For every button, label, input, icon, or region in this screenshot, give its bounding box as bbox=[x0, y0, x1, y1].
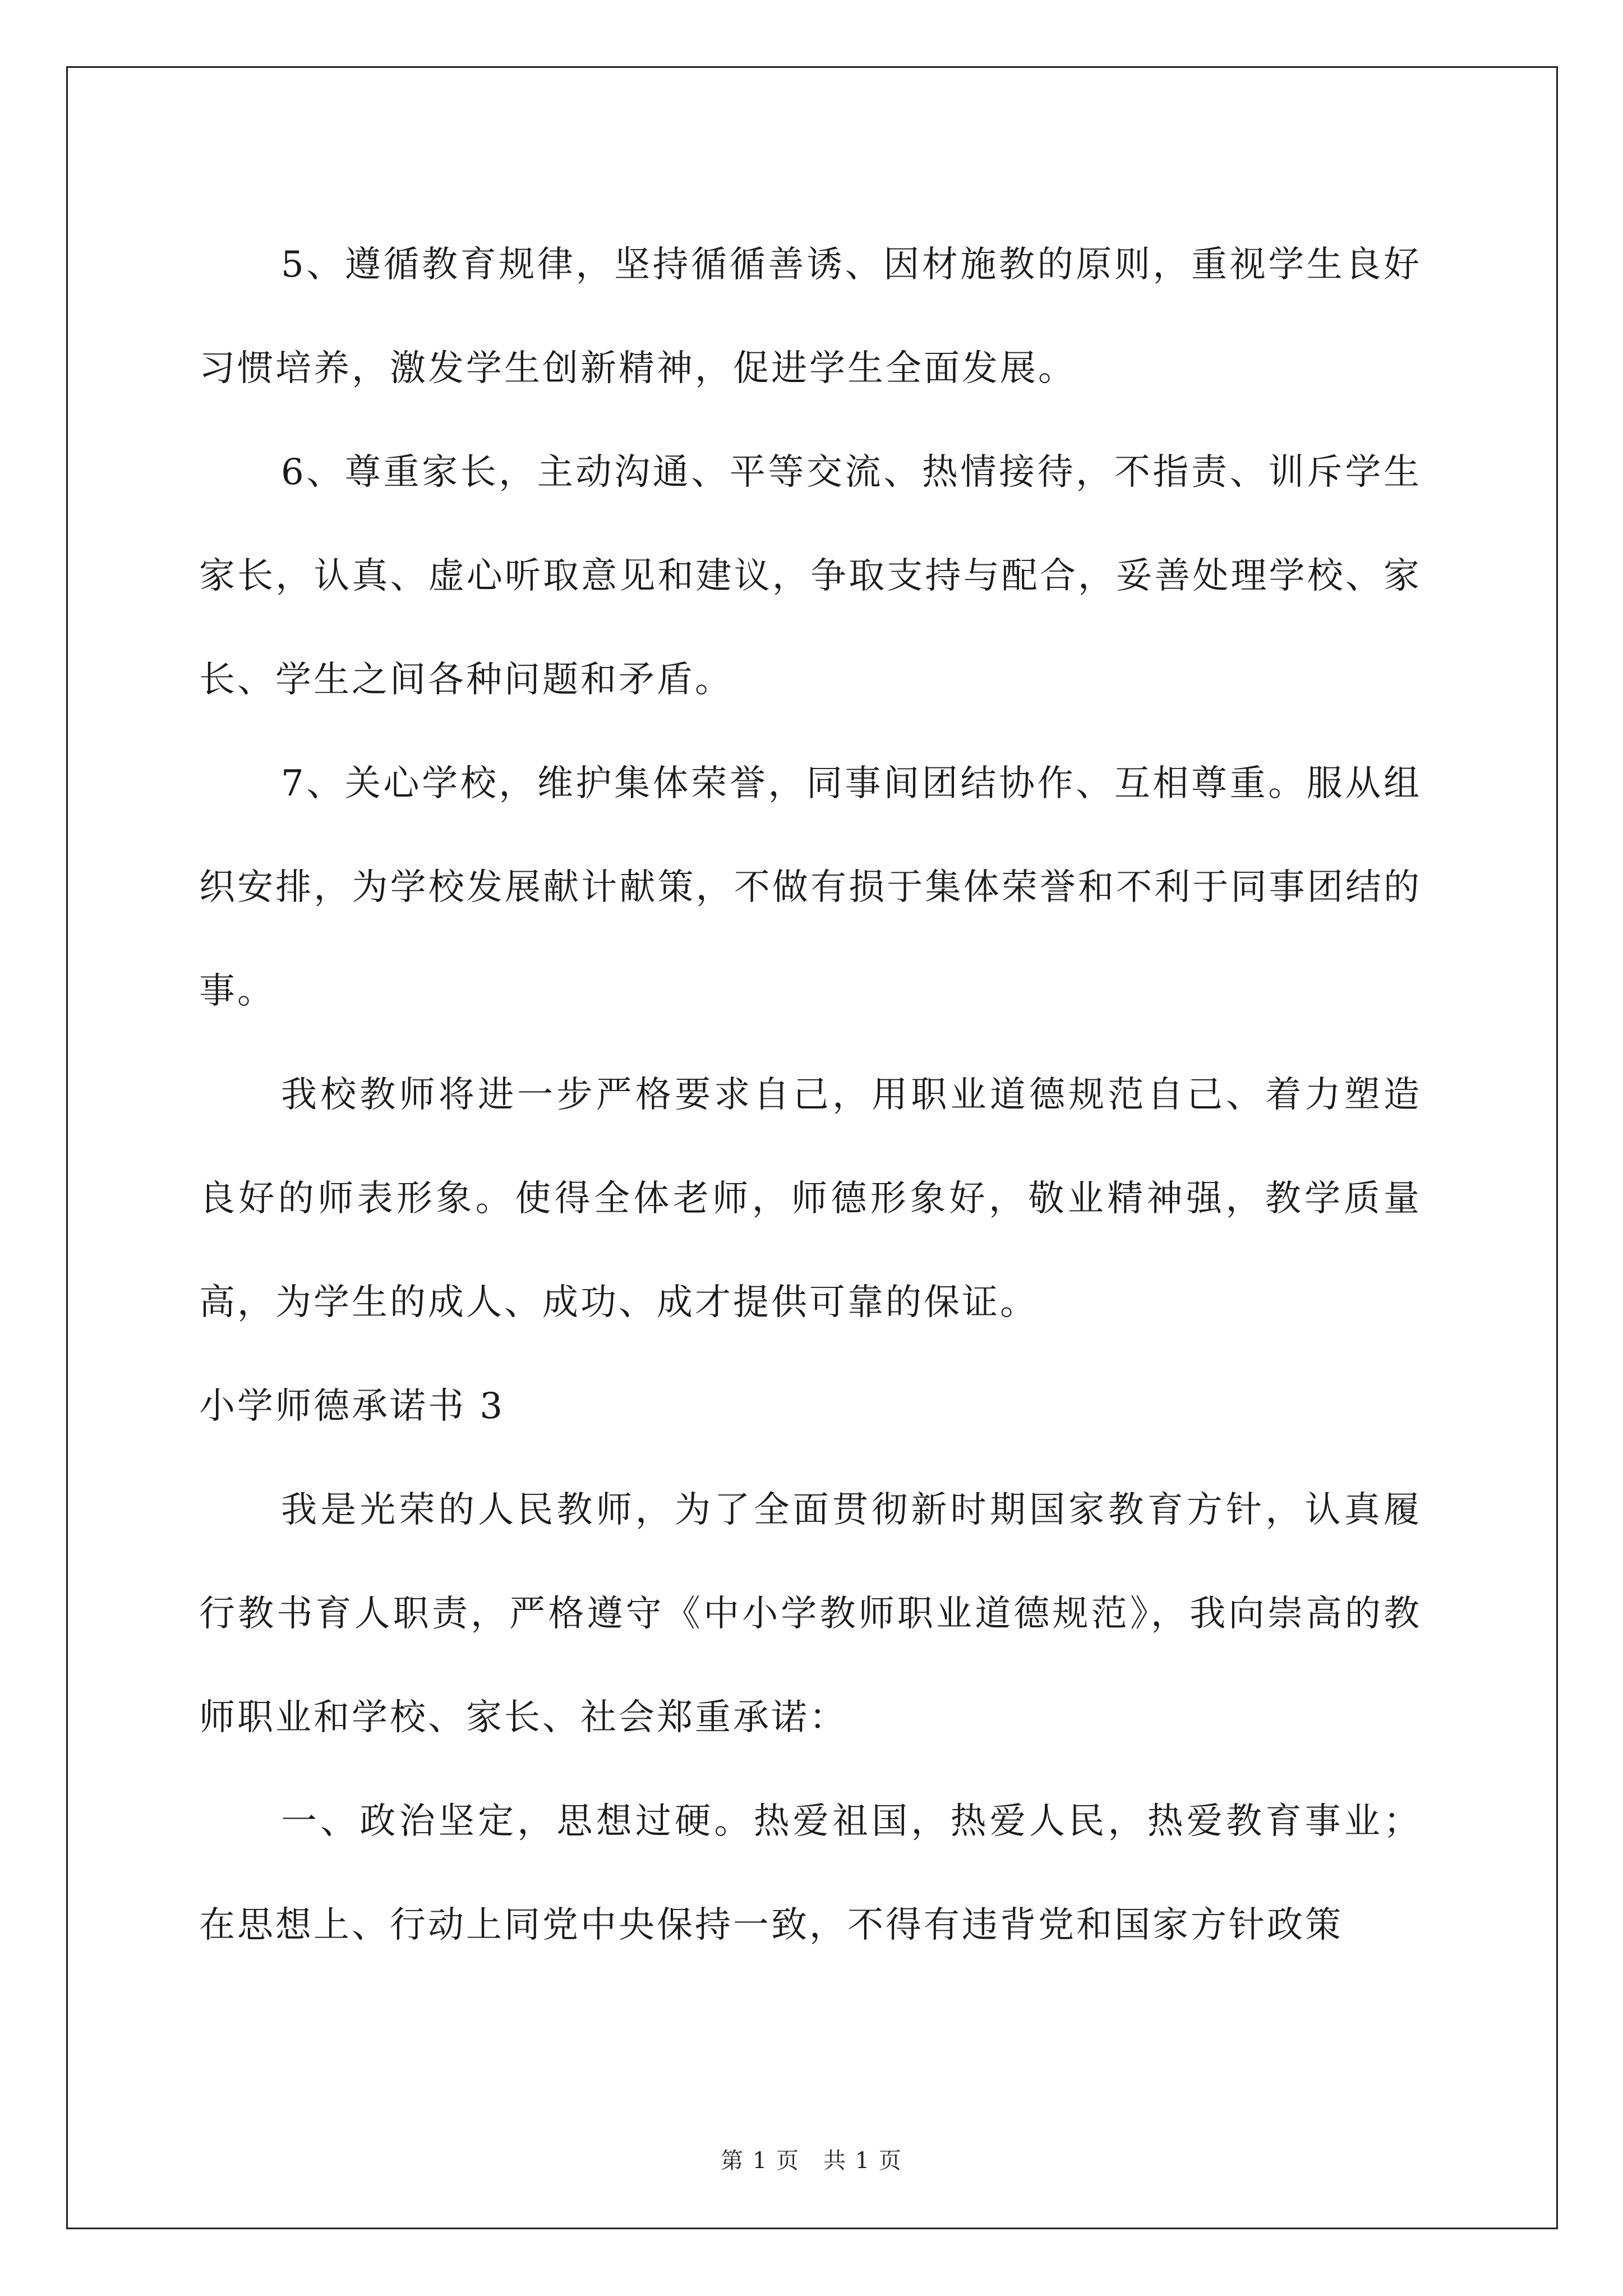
paragraph-item-7: 7、关心学校，维护集体荣誉，同事间团结协作、互相尊重。服从组织安排，为学校发展献计献策，不做有损于集体荣誉和不利于同事团结的事。 bbox=[199, 763, 1422, 1012]
paragraph-item-6: 6、尊重家长，主动沟通、平等交流、热情接待，不指责、训斥学生家长，认真、虚心听取意见和建议，争取支持与配合，妥善处理学校、家长、学生之间各种问题和矛盾。 bbox=[199, 452, 1422, 701]
paragraph-item-one: 一、政治坚定，思想过硬。热爱祖国，热爱人民，热爱教育事业；在思想上、行动上同党中央保持一致，不得有违背党和国家方针政策 bbox=[199, 1801, 1422, 1946]
document-body bbox=[199, 213, 1422, 1977]
section-heading: 小学师德承诺书 3 bbox=[199, 1386, 505, 1427]
paragraph-conclusion: 我校教师将进一步严格要求自己，用职业道德规范自己、着力塑造良好的师表形象。使得全体老师，师德形象好，敬业精神强，教学质量高，为学生的成人、成功、成才提供可靠的保证。 bbox=[199, 1074, 1422, 1323]
paragraph-item-5: 5、遵循教育规律，坚持循循善诱、因材施教的原则，重视学生良好习惯培养，激发学生创新精神，促进学生全面发展。 bbox=[199, 244, 1422, 389]
page-footer: 第 1 页 共 1 页 bbox=[721, 2148, 902, 2174]
paragraph-intro: 我是光荣的人民教师，为了全面贯彻新时期国家教育方针，认真履行教书育人职责，严格遵守《中小学教师职业道德规范》，我向崇高的教师职业和学校、家长、社会郑重承诺： bbox=[199, 1489, 1422, 1738]
